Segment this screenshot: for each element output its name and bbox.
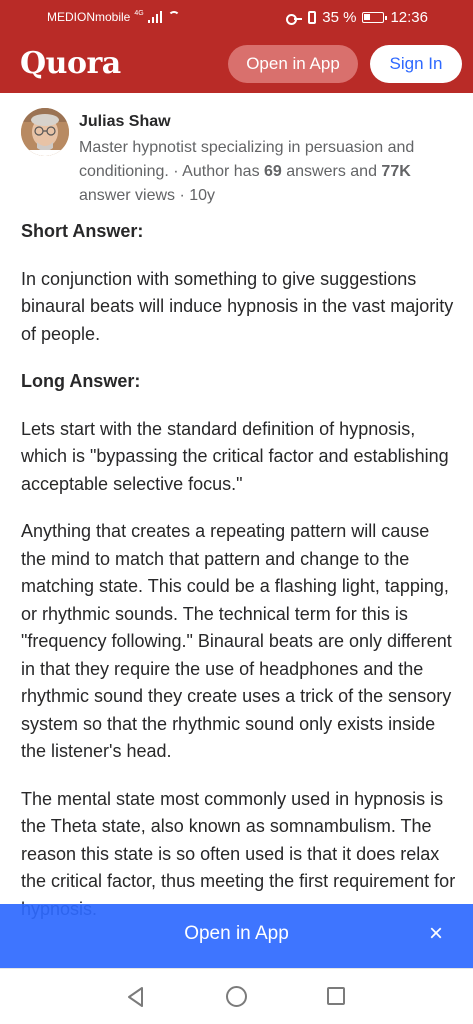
status-left bbox=[47, 10, 180, 24]
avatar[interactable] bbox=[21, 108, 69, 156]
answer-paragraph: The mental state most commonly used in hypnosis is the Theta state, also known as somnambulism. The reason this state is so often used is that it does relax the critical factor, thus meeting the first requirement for bbox=[21, 788, 456, 891]
answers-count: 69 bbox=[264, 163, 282, 180]
long-answer-heading: Long Answer: bbox=[21, 371, 141, 391]
open-in-app-banner[interactable] bbox=[0, 904, 473, 968]
recent-apps-icon[interactable] bbox=[327, 987, 345, 1005]
banner-open-in-app[interactable]: Open in App bbox=[184, 923, 289, 944]
credential-text: Master hypnotist specializing in persuasion and conditioning. bbox=[79, 139, 415, 180]
credential-sep: · Author has bbox=[168, 163, 265, 180]
wifi-icon bbox=[168, 11, 180, 23]
site-header bbox=[0, 36, 473, 93]
battery-percent: 35 % bbox=[322, 9, 357, 26]
views-text: answer views · 10y bbox=[79, 187, 216, 204]
carrier-name: MEDIONmobile bbox=[47, 10, 131, 24]
signal-icon bbox=[148, 11, 164, 23]
close-icon[interactable]: × bbox=[428, 920, 443, 947]
answer-paragraph: In conjunction with something to give suggestions binaural beats will induce hypnosis in the vast majority of people. bbox=[21, 268, 454, 344]
back-icon[interactable] bbox=[125, 986, 147, 1008]
views-count: 77K bbox=[381, 163, 411, 180]
answers-text: answers and bbox=[281, 163, 382, 180]
answer-paragraph: Anything that creates a repeating pattern will cause the mind to match that pattern and change to the matching state. This could be a flashing light, tapping, or rhythmic sounds. The technical term for this is "frequency following." Binaural beats are only different in that they require the use of headphones and the rhythmic sound they create uses a trick of the sensory system so that the rhythmic sound only exists inside the listener's head. bbox=[21, 521, 452, 761]
network-type: 4G bbox=[134, 9, 144, 17]
short-answer-heading: Short Answer: bbox=[21, 221, 144, 241]
author-header bbox=[0, 93, 473, 211]
author-name[interactable]: Julias Shaw bbox=[79, 113, 171, 130]
android-nav-bar bbox=[0, 968, 473, 1024]
vibrate-icon bbox=[308, 11, 316, 24]
battery-icon bbox=[362, 12, 384, 23]
quora-logo[interactable]: Quora bbox=[20, 46, 121, 81]
clock: 12:36 bbox=[390, 9, 428, 26]
answer-body bbox=[21, 218, 457, 947]
author-credential bbox=[79, 136, 459, 208]
home-icon[interactable] bbox=[226, 986, 247, 1007]
open-in-app-button[interactable]: Open in App bbox=[228, 45, 358, 83]
status-right bbox=[286, 9, 428, 26]
sign-in-button[interactable]: Sign In bbox=[370, 45, 462, 83]
vpn-key-icon bbox=[286, 14, 302, 22]
avatar-image bbox=[21, 108, 69, 156]
top-bar bbox=[0, 0, 473, 93]
status-bar bbox=[0, 0, 473, 36]
answer-paragraph: Lets start with the standard definition of hypnosis, which is "bypassing the critical factor and establishing acceptable selective focus." bbox=[21, 418, 449, 494]
